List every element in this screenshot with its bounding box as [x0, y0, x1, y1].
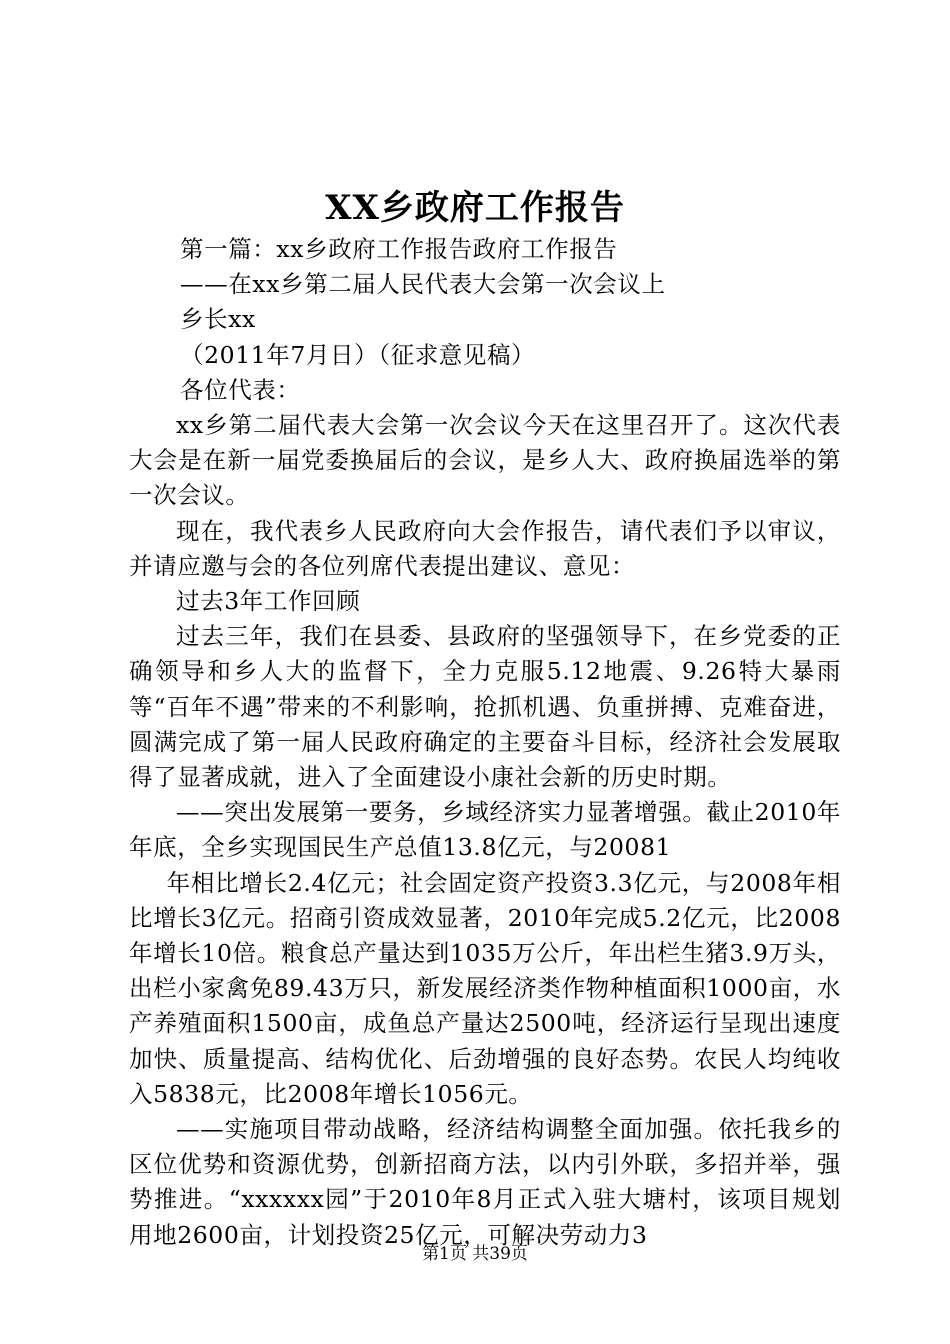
heading-line: 各位代表： — [180, 375, 301, 404]
heading-line: 第一篇：xx乡政府工作报告政府工作报告 — [180, 235, 618, 263]
paragraph: ——实施项目带动战略，经济结构调整全面加强。依托我乡的区位优势和资源优势，创新招商方法，以内引外联，多招并举，强势推进。“xxxxxx园”于2010年8月正式入驻大塘村，该项目规划用地2600亩，计划投资25亿元，可解决劳动力3 — [129, 1115, 841, 1249]
paragraph: xx乡第二届代表大会第一次会议今天在这里召开了。这次代表大会是在新一届党委换届后的会议，是乡人大、政府换届选举的第一次会议。 — [129, 410, 841, 510]
heading-line: ——在xx乡第二届人民代表大会第一次会议上 — [180, 270, 666, 299]
paragraph: ——突出发展第一要务，乡域经济实力显著增强。截止2010年年底，全乡实现国民生产总值13.8亿元，与20081 — [129, 798, 841, 862]
document-title: XX乡政府工作报告 — [325, 188, 625, 228]
paragraph: 现在，我代表乡人民政府向大会作报告，请代表们予以审议，并请应邀与会的各位列席代表提出建议、意见： — [129, 516, 841, 580]
page-number: 第1页 共39页 — [422, 1244, 528, 1264]
document-body — [129, 232, 841, 1253]
heading-line: 乡长xx — [180, 305, 256, 334]
paragraph: 年相比增长2.4亿元；社会固定资产投资3.3亿元，与2008年相比增长3亿元。招商引资成效显著，2010年完成5.2亿元，比2008年增长10倍。粮食总产量达到1035万公斤，年出栏生猪3.9万头，出栏小家禽免89.43万只，新发展经济类作物种植面积1000亩，水产养殖面积1500亩，成鱼总产量达2500吨，经济运行呈现出速度加快、质量提高、结构优化、后劲增强的良好态势。农民人均纯收入5838元，比2008年增长1056元。 — [129, 868, 841, 1108]
paragraph: 过去三年，我们在县委、县政府的坚强领导下，在乡党委的正确领导和乡人大的监督下，全力克服5.12地震、9.26特大暴雨等“百年不遇”带来的不利影响，抢抓机遇、负重拼搏、克难奋进，圆满完成了第一届人民政府确定的主要奋斗目标，经济社会发展取得了显著成就，进入了全面建设小康社会新的历史时期。 — [129, 622, 841, 791]
heading-line: （2011年7月日）（征求意见稿） — [180, 340, 536, 369]
section-heading: 过去3年工作回顾 — [176, 586, 361, 615]
